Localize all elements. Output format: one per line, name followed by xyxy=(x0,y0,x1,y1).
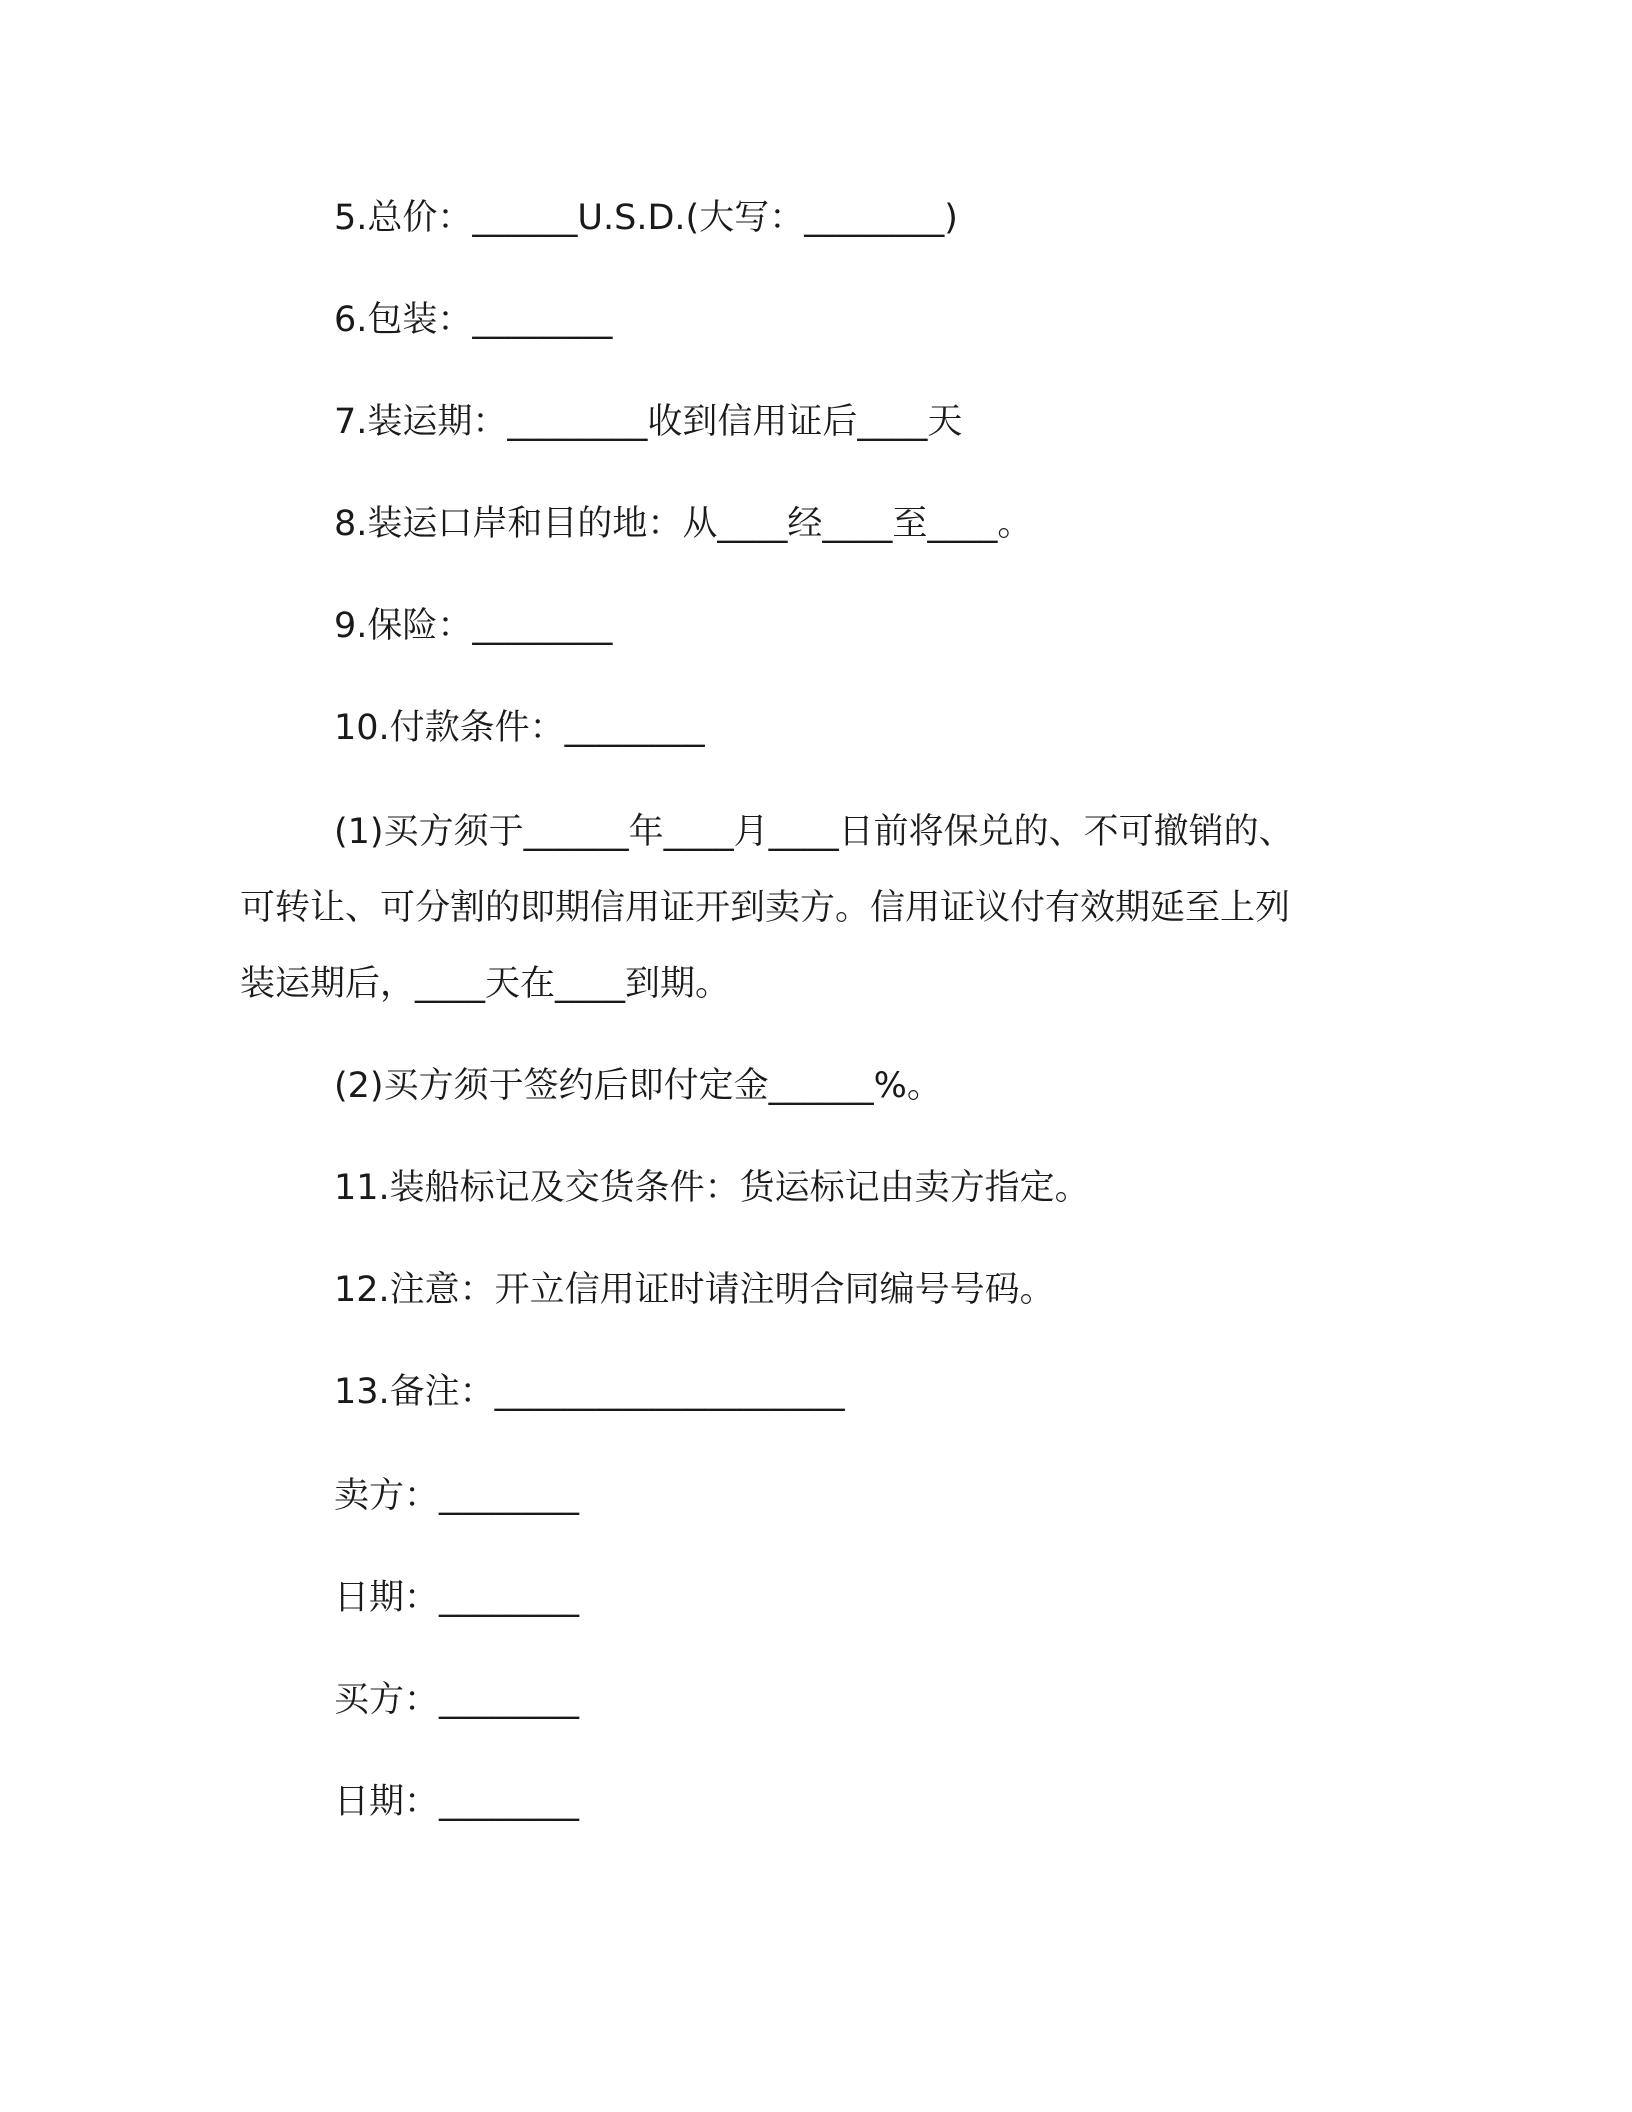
payment-clause-1-line-3: 装运期后，____天在____到期。 xyxy=(240,964,731,1004)
item-shipment-period: 7.装运期：________收到信用证后____天 xyxy=(334,402,963,442)
item-shipping-marks: 11.装船标记及交货条件：货运标记由卖方指定。 xyxy=(334,1168,1090,1208)
payment-clause-2: (2)买方须于签约后即付定金______%。 xyxy=(334,1066,942,1106)
signature-seller-date: 日期：________ xyxy=(334,1578,580,1618)
item-remarks: 13.备注：____________________ xyxy=(334,1372,845,1412)
item-payment-terms: 10.付款条件：________ xyxy=(334,708,705,748)
payment-clause-1-line-2: 可转让、可分割的即期信用证开到卖方。信用证议付有效期延至上列 xyxy=(240,888,1291,928)
item-port-destination: 8.装运口岸和目的地：从____经____至____。 xyxy=(334,504,1033,544)
item-insurance: 9.保险：________ xyxy=(334,606,613,646)
signature-buyer: 买方：________ xyxy=(334,1680,580,1720)
payment-clause-1-line-1: (1)买方须于______年____月____日前将保兑的、不可撤销的、 xyxy=(334,812,1294,852)
item-packaging: 6.包装：________ xyxy=(334,300,613,340)
signature-seller: 卖方：________ xyxy=(334,1476,580,1516)
item-total-price: 5.总价：______U.S.D.(大写：________) xyxy=(334,198,958,238)
item-notice: 12.注意：开立信用证时请注明合同编号号码。 xyxy=(334,1270,1055,1310)
signature-buyer-date: 日期：________ xyxy=(334,1782,580,1822)
